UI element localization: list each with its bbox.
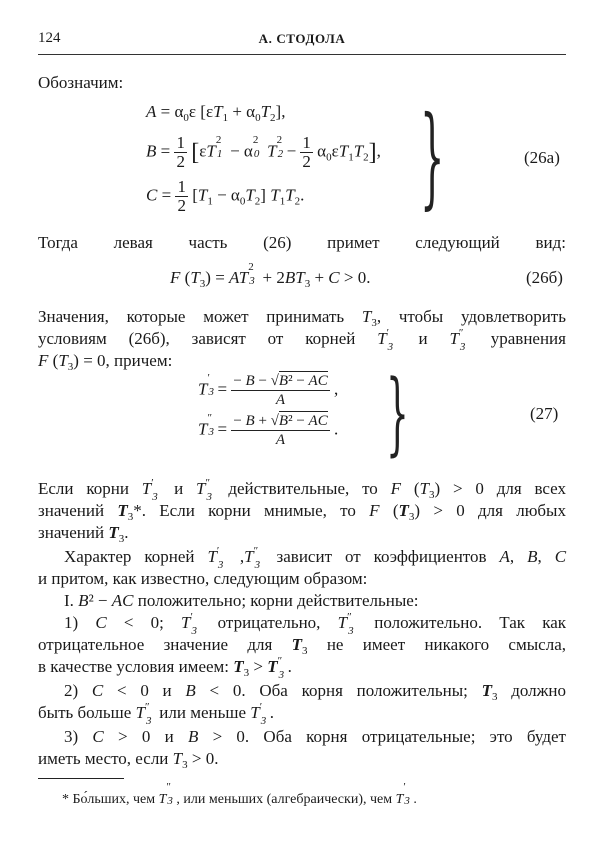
right-brace: }	[386, 361, 409, 466]
paragraph-line: Значения, которые может принимать $T_3$, чтобы удовлетворить	[38, 307, 566, 329]
equation-C: C = $\frac{1}{2}$ $[T_1 - \alpha_0T_2]$ $T_1T_2$.	[146, 177, 305, 215]
running-title: А. СТОДОЛА	[258, 31, 346, 46]
equation-number-27: (27)	[530, 404, 559, 423]
case-1-line: в качестве условия имеем: $T_3 > T$ ″ 3 .	[38, 655, 292, 681]
equation-F: F $(T_3)$ = AT 2 3 + $2BT_3 + C > 0$.	[170, 261, 371, 290]
page-number: 124	[38, 30, 61, 46]
footnote-rule	[38, 778, 124, 779]
paragraph-line: значений $T_3$.	[38, 523, 129, 545]
equation-T3-prime: T ′ 3 = $\frac{\text{− B − √B² − AC}}{A}$ ,	[198, 372, 339, 408]
right-brace: }	[420, 92, 445, 220]
case-2-line: быть больше T ″ 3 или меньше T ′ 3 .	[38, 701, 274, 727]
case-3-line: иметь место, если $T_3 > 0$.	[38, 749, 219, 771]
intro-text: Обозначим:	[38, 73, 124, 92]
paragraph-line: и притом, как известно, следующим образом:	[38, 569, 368, 588]
paragraph-line: значений $T_3*$. Если корни мнимые, то F $(T_3) > 0$ для любых	[38, 501, 566, 523]
equation-B: B = $\frac{1}{2}$ [εT 2 1 − α 2 0 T 2 2 − $\frac{1}{2}$ $\alpha_0\varepsilon T_1T_2$],	[146, 133, 381, 171]
page-header	[38, 28, 566, 50]
paragraph-line: Если корни T ′ 3 и T ″ 3 действительные, то F $(T_3) > 0$ для всех	[38, 477, 566, 503]
case-1-line: 1) C < 0; T ′ 3 отрицательно, T ″ 3 положительно. Так как	[64, 611, 566, 637]
paragraph-line: условиям (26б), зависят от корней T ′ 3 и T ″ 3 уравнения	[38, 327, 566, 353]
header-rule	[38, 54, 566, 55]
equation-A: $A = \alpha_0\varepsilon$ $[\varepsilon T_1 + \alpha_0T_2]$,	[146, 102, 286, 124]
paragraph-line: Характер корней T ′ 3 ,T ″ 3 зависит от коэффициентов A, B, C	[64, 545, 567, 571]
paragraph-line: F $(T_3) = 0$, причем:	[38, 351, 173, 373]
case-1-line: отрицательное значение для $T_3$ не имеет никакого смысла,	[38, 635, 566, 657]
equation-number-26b: (26б)	[526, 268, 563, 287]
equation-number-26a: (26а)	[524, 148, 560, 167]
equation-T3-double-prime: T ″ 3 = $\frac{\text{− B + √B² − AC}}{A}$ .	[198, 412, 339, 448]
footnote: * Бо́льших, чем T ″ 3 , или меньших (алгебраически), чем T ′ 3 .	[62, 781, 417, 807]
paragraph-text: Тогда левая часть (26) примет следующий вид:	[38, 233, 566, 252]
case-2-line: 2) C < 0 и B < 0. Оба корня положительны; $T_3$ должно	[64, 681, 566, 703]
case-3-line: 3) C > 0 и B > 0. Оба корня отрицательные; это будет	[64, 727, 566, 746]
case-I: I. B² − AC положительно; корни действительные:	[64, 591, 419, 610]
